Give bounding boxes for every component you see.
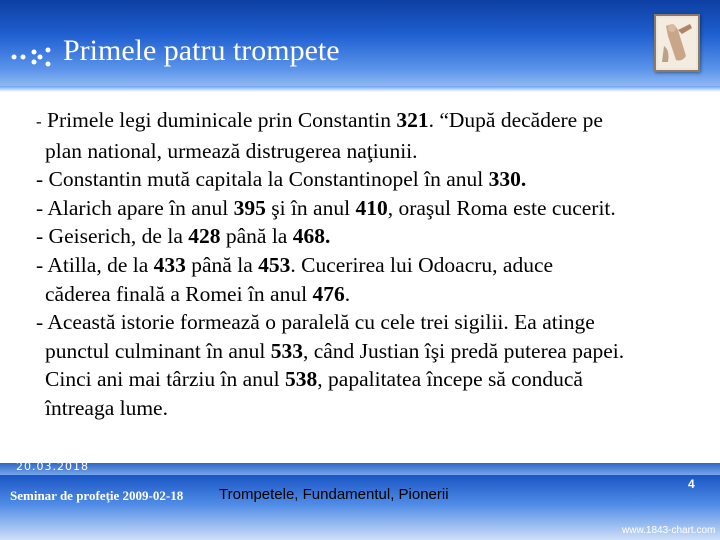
list-item-line [36,222,708,251]
text-run: . [344,281,351,306]
year-number: 410 [355,195,388,220]
list-item-continuation [36,337,708,366]
text-run: . “După decădere pe [428,108,603,132]
year-number: 433 [153,252,186,277]
text-run: Geiserich, de la [43,224,189,249]
list-item [36,194,708,223]
text-run: căderea finală a Romei în anul [45,281,313,306]
text-run: Cinci ani mai târziu în anul [45,367,286,392]
list-item-line [36,194,708,223]
list-item-line [36,308,708,337]
footer-seminar-label: Seminar de profeţie 2009-02-18 [10,488,184,503]
dash-marker: - [36,224,44,249]
dash-marker: - [36,252,44,277]
year-number: 395 [233,195,266,220]
text-run: , papalitatea începe să conducă [317,367,583,392]
list-item-line [36,106,708,137]
list-item [36,251,708,308]
dots-ornament-icon [10,46,58,68]
dash-marker: - [36,167,44,192]
year-number: 468. [292,224,331,249]
text-run: Alarich apare în anul [43,195,234,220]
footer-site-label: www.1843-chart.com [622,525,716,536]
text-run: punctul culminant în anul [45,338,271,363]
date-strip [0,463,720,475]
text-run: Constantin mută capitala la Constantinopel în anul [43,167,489,192]
text-run: Această istorie formează o paralelă cu cele trei sigilii. Ea atinge [43,310,595,335]
list-item [36,308,708,422]
list-item-line [36,165,708,194]
year-number: 476 [312,281,345,306]
slide-date: 20.03.2018 [16,460,89,473]
year-number: 453 [258,252,291,277]
year-number: 321 [396,108,429,132]
text-run: întreaga lume. [45,395,168,420]
text-run: până la [220,224,293,249]
slide-body [36,106,708,423]
dash-marker: - [36,310,44,335]
dash-marker: - [36,195,44,220]
dash-marker: - [36,112,42,131]
text-run: , când Justian îşi predă puterea papei. [302,338,625,363]
header-divider [0,86,720,92]
text-run: . Cucerirea lui Odoacru, aduce [290,252,554,277]
year-number: 538 [285,367,318,392]
list-item-line [36,251,708,280]
text-run: Atilla, de la [43,252,154,277]
text-run: , oraşul Roma este cucerit. [387,195,616,220]
trumpet-picture-icon [654,14,700,72]
text-run: şi în anul [265,195,356,220]
year-number: 330. [488,167,527,192]
list-item-continuation [36,365,708,394]
list-item-continuation [36,394,708,423]
text-run: Primele legi duminicale prin Constantin [41,108,397,132]
footer-center-label: Trompetele, Fundamentul, Pionerii [219,486,449,503]
year-number: 428 [188,224,221,249]
list-item-continuation: plan national, urmează distrugerea naţiunii. [45,138,418,163]
list-item [36,165,708,194]
list-item-continuation [36,280,708,309]
page-number: 4 [688,477,695,491]
year-number: 533 [270,338,303,363]
text-run: până la [185,252,259,277]
slide-title: Primele patru trompete [63,34,340,67]
list-item [36,106,708,165]
list-item [36,222,708,251]
slide-footer [0,475,720,540]
